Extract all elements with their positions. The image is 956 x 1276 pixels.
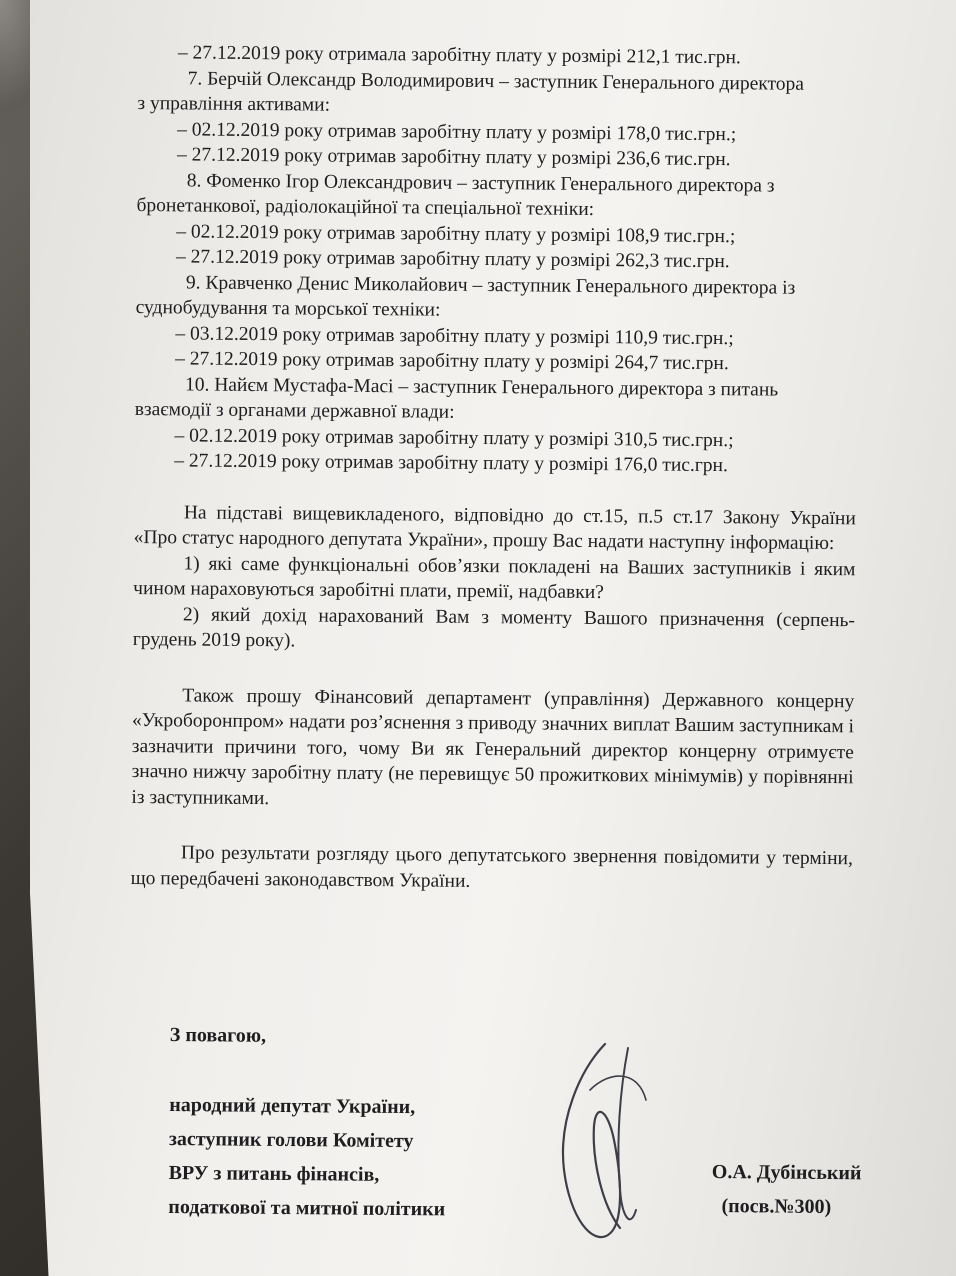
list-line: 7. Берчій Олександр Володимирович – заступник Генерального директора bbox=[187, 67, 805, 95]
list-line: – 03.12.2019 року отримав заробітну плату у розмірі 110,9 тис.грн.; bbox=[175, 322, 734, 349]
signer-title-line-4: податкової та митної політики bbox=[168, 1195, 446, 1221]
list-line: бронетанкової, радіолокаційної та спеціальної техніки: bbox=[136, 194, 595, 220]
signer-title-line-2: заступник голови Комітету bbox=[168, 1127, 414, 1153]
request-paragraph bbox=[133, 499, 856, 658]
list-line: – 02.12.2019 року отримав заробітну плату у розмірі 178,0 тис.грн.; bbox=[177, 118, 737, 145]
list-line: 10. Найєм Мустафа-Масі – заступник Генерального директора з питань bbox=[184, 373, 779, 401]
finance-text: Також прошу Фінансовий департамент (управління) Державного концерну «Укроборонпром» надати роз’яснення з приводу значних виплат Вашим заступникам і зазначити причини того, чому Ви як Генеральний директор концерну отримуєте значно нижчу заробітну плату (не перевищує 50 прожиткових мінімумів) у порівнянні із заступниками. bbox=[131, 684, 855, 809]
question-item: 1) які саме функціональні обов’язки покладені на Ваших заступників і яким чином нараховуються заробітні плати, премії, надбавки? bbox=[133, 552, 856, 604]
signer-title-line-1: народний депутат України, bbox=[169, 1093, 416, 1119]
letter-body bbox=[131, 40, 860, 897]
list-line: суднобудування та морської техніки: bbox=[135, 296, 441, 321]
signer-title-line-3: ВРУ з питань фінансів, bbox=[168, 1161, 380, 1186]
signer-block bbox=[711, 1155, 861, 1224]
results-paragraph bbox=[131, 840, 853, 897]
list-line: – 27.12.2019 року отримав заробітну плату у розмірі 264,7 тис.грн. bbox=[175, 348, 729, 375]
list-line: – 27.12.2019 року отримав заробітну плату у розмірі 176,0 тис.грн. bbox=[174, 450, 728, 477]
question-item: 2) який дохід нарахований Вам з моменту Вашого призначення (серпень-грудень 2019 року). bbox=[132, 603, 856, 652]
results-text: Про результати розгляду цього депутатського звернення повідомити у терміни, що передбачені законодавством України. bbox=[130, 842, 853, 892]
list-line: – 27.12.2019 року отримав заробітну плату у розмірі 236,6 тис.грн. bbox=[176, 144, 731, 171]
signer-name: О.А. Дубінський bbox=[711, 1160, 862, 1185]
list-line: 8. Фоменко Ігор Олександрович – заступник Генерального директора з bbox=[186, 169, 775, 197]
list-line: – 27.12.2019 року отримав заробітну плату у розмірі 262,3 тис.грн. bbox=[176, 246, 730, 273]
finance-paragraph bbox=[131, 682, 854, 816]
list-line: з управління активами: bbox=[137, 92, 331, 116]
list-line: – 02.12.2019 року отримав заробітну плату у розмірі 108,9 тис.грн.; bbox=[176, 220, 736, 247]
request-text: На підставі вищевикладеного, відповідно до ст.15, п.5 ст.17 Закону України «Про статус народного депутата України», прошу Вас надати наступну інформацію: bbox=[133, 501, 856, 555]
salary-list bbox=[134, 40, 860, 480]
list-line: – 27.12.2019 року отримала заробітну плату у розмірі 212,1 тис.грн. bbox=[177, 42, 741, 69]
salutation: З повагою, bbox=[169, 1023, 267, 1047]
list-line: – 02.12.2019 року отримав заробітну плату у розмірі 310,5 тис.грн.; bbox=[174, 424, 734, 451]
signer-certificate: (посв.№300) bbox=[721, 1195, 832, 1219]
list-line: взаємодії з органами державної влади: bbox=[134, 398, 455, 423]
list-line: 9. Кравченко Денис Миколайович – заступник Генерального директора із bbox=[185, 271, 796, 299]
